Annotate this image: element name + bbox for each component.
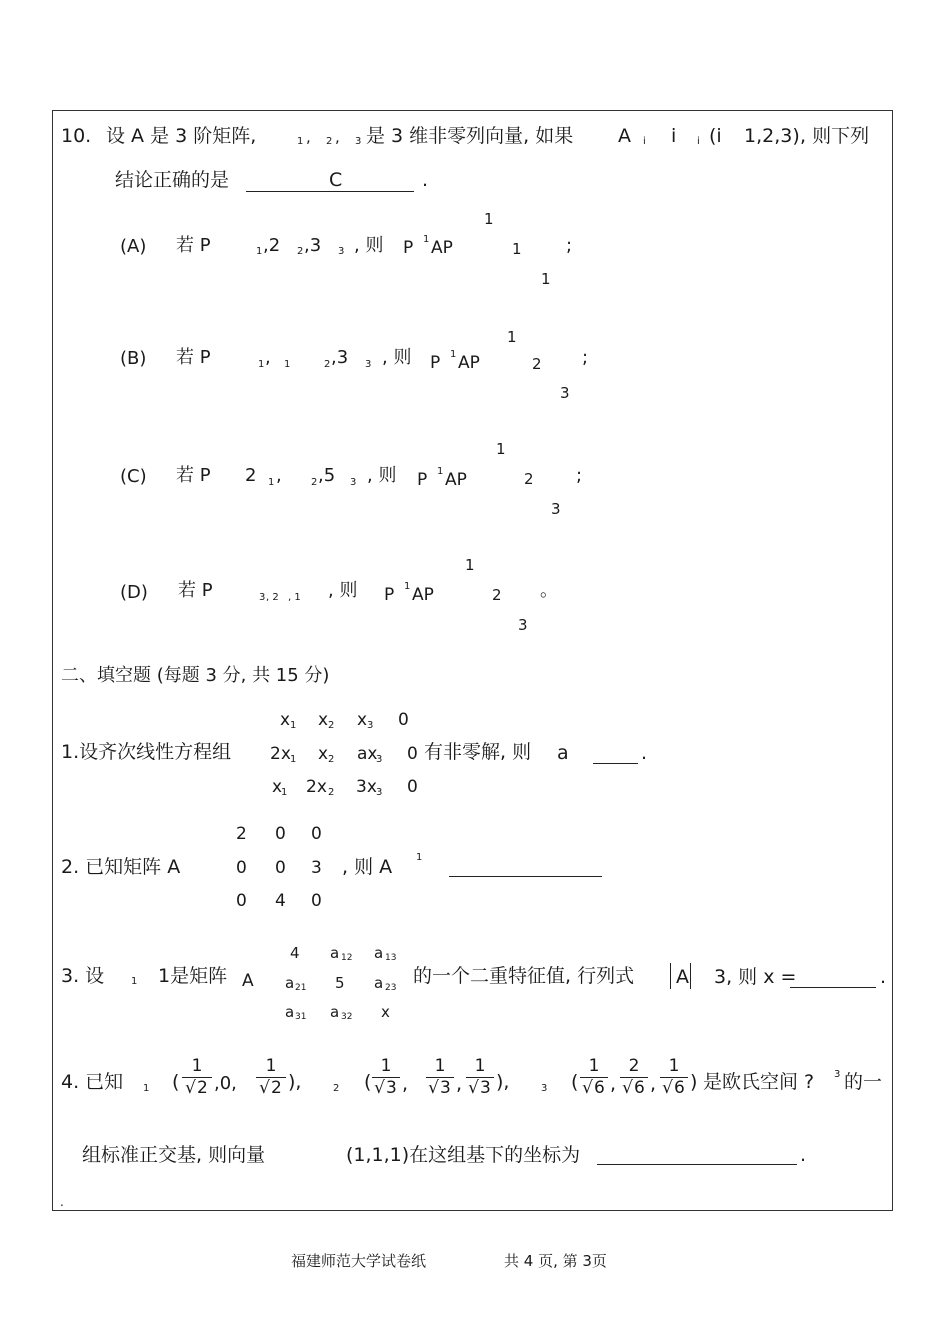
f2-tail: , 则 A	[342, 856, 393, 878]
q10-answer: C	[329, 169, 343, 191]
det-bar-left	[670, 963, 671, 989]
option-b-if: 若 P	[176, 347, 211, 368]
option-b-label: (B)	[120, 348, 147, 369]
f4-alpha1-sub: 1	[143, 1083, 150, 1094]
option-a-end: ;	[566, 235, 573, 256]
option-d-if: 若 P	[178, 580, 213, 601]
q10-answer-blank	[246, 191, 414, 192]
option-a-p1: 1	[256, 246, 263, 257]
f3-m31-sub: 31	[295, 1012, 307, 1022]
f4-paren-1: (	[172, 1071, 180, 1093]
option-a-p2: ,2	[263, 235, 281, 256]
f4-paren-2: (	[364, 1071, 372, 1093]
eq3-x-sub: 1	[281, 787, 288, 798]
option-b-p4: 2	[324, 359, 331, 370]
q10-alpha2-sub: 2	[326, 136, 333, 147]
f3-lead: 3. 设	[61, 965, 105, 987]
f3-detA: A	[676, 966, 689, 988]
eq3-rhs: 0	[407, 777, 418, 797]
f2-m21: 0	[236, 858, 247, 878]
f3-m32: a	[330, 1003, 340, 1021]
f2-m22: 0	[275, 858, 286, 878]
option-d-AP: AP	[412, 585, 434, 605]
f3-m21-sub: 21	[295, 983, 307, 993]
f2-m31: 0	[236, 891, 247, 911]
option-c-p6: 3	[350, 477, 357, 488]
f3-m22: 5	[335, 974, 345, 992]
det-bar-right	[690, 963, 691, 989]
q10-number: 10.	[61, 125, 92, 147]
eq2-rhs: 0	[407, 744, 418, 764]
option-c-P: P	[417, 470, 428, 490]
f2-m12: 0	[275, 824, 286, 844]
f4-lead: 4. 已知	[61, 1071, 124, 1093]
option-d-P: P	[384, 585, 395, 605]
q10-alpha1-sub: 1	[297, 136, 304, 147]
f3-A: A	[242, 971, 254, 991]
eq1-x-sub: 1	[290, 720, 297, 731]
f3-end: .	[880, 966, 887, 988]
option-a-P: P	[403, 238, 414, 258]
f3-m32-sub: 32	[341, 1012, 353, 1022]
f3-m12: a	[330, 944, 340, 962]
option-c-AP: AP	[445, 470, 467, 490]
f3-m23: a	[374, 974, 384, 992]
f3-m12-sub: 12	[341, 953, 353, 963]
q10-cond-paren: (i	[709, 125, 722, 147]
f3-m11: 4	[290, 944, 300, 962]
option-c-p5: ,5	[318, 465, 336, 486]
stray-dot: .	[60, 1195, 64, 1209]
option-c-inv: 1	[437, 466, 444, 477]
f2-m32: 4	[275, 891, 286, 911]
f3-m21: a	[285, 974, 295, 992]
f4-cube: 3	[834, 1069, 841, 1080]
eq3-x3: 3x	[356, 777, 377, 797]
f3-mid: 的一个二重特征值, 行列式	[413, 965, 635, 987]
option-b-diag-2: 2	[532, 355, 542, 373]
eq1-rhs: 0	[398, 710, 409, 730]
f4-alpha3-sub: 3	[541, 1083, 548, 1094]
option-c-diag-1: 1	[496, 440, 506, 458]
option-c-p3: ,	[276, 465, 282, 486]
option-c-label: (C)	[120, 466, 147, 487]
eq1-x2: x	[318, 710, 329, 730]
f2-m33: 0	[311, 891, 322, 911]
f4-alpha2-sub: 2	[333, 1083, 340, 1094]
option-b-P: P	[430, 353, 441, 373]
option-d-p3: , 1	[288, 592, 301, 603]
eq2-x2-sub: 2	[328, 754, 335, 765]
f2-answer-blank[interactable]	[449, 876, 602, 877]
frac-1-over-sqrt3-c: $\frac{1}{√3}$	[466, 1058, 494, 1097]
eq1-x3: x	[357, 710, 368, 730]
option-a-diag-1: 1	[484, 210, 494, 228]
f3-lam-val: 1是矩阵	[158, 965, 228, 987]
q10-cond-range: 1,2,3)	[744, 125, 800, 147]
option-b-AP: AP	[458, 353, 480, 373]
eq2-x-sub: 1	[290, 754, 297, 765]
f3-m31: a	[285, 1003, 295, 1021]
eq3-x: x	[272, 777, 283, 797]
f4-tail2: 的一	[844, 1071, 883, 1093]
f1-lead: 1.设齐次线性方程组	[61, 741, 232, 763]
f2-lead: 2. 已知矩阵 A	[61, 856, 181, 878]
f3-m23-sub: 23	[385, 983, 397, 993]
f4-close-1: ),	[288, 1071, 302, 1093]
eq3-x2-sub: 2	[328, 787, 335, 798]
f1-tail: 有非零解, 则	[424, 741, 532, 763]
f1-var: a	[557, 742, 569, 764]
option-b-p2: ,	[265, 347, 271, 368]
eq3-x3-sub: 3	[376, 787, 383, 798]
option-b-end: ;	[582, 347, 589, 368]
f2-m13: 0	[311, 824, 322, 844]
option-b-p6: 3	[365, 359, 372, 370]
exam-frame	[52, 110, 893, 1211]
f4-answer-blank[interactable]	[597, 1164, 797, 1165]
f3-m13: a	[374, 944, 384, 962]
eq2-x3-sub: 3	[376, 754, 383, 765]
frac-1-over-sqrt3-b: $\frac{1}{√3}$	[426, 1058, 454, 1097]
option-b-p1: 1	[258, 359, 265, 370]
q10-cond-i1: i	[643, 136, 646, 147]
option-d-then: , 则	[328, 580, 358, 601]
f3-m13-sub: 13	[385, 953, 397, 963]
option-d-p1: 3	[259, 592, 266, 603]
option-c-diag-3: 3	[551, 500, 561, 518]
f1-end: .	[641, 742, 648, 764]
f3-answer-blank[interactable]	[790, 987, 876, 988]
f1-answer-blank[interactable]	[593, 763, 638, 764]
option-c-then: , 则	[367, 465, 397, 486]
f2-sup: 1	[416, 852, 423, 863]
footer-pages: 共 4 页, 第 3页	[504, 1252, 607, 1270]
eq1-x2-sub: 2	[328, 720, 335, 731]
option-b-p3: 1	[284, 359, 291, 370]
option-c-p1: 2	[245, 465, 257, 486]
option-a-AP: AP	[431, 238, 453, 258]
option-c-end: ;	[576, 465, 583, 486]
f4-end: .	[800, 1144, 807, 1166]
q10-stem-b: 是 3 维非零列向量, 如果	[366, 125, 574, 147]
eq2-x: 2x	[270, 744, 291, 764]
footer-school: 福建师范大学试卷纸	[291, 1252, 427, 1270]
q10-cond-i3: i	[697, 136, 700, 147]
option-d-p2: , 2	[266, 592, 279, 603]
option-a-p4: ,3	[304, 235, 322, 256]
option-d-end: 。	[540, 580, 558, 601]
option-c-if: 若 P	[176, 465, 211, 486]
option-a-label: (A)	[120, 236, 147, 257]
option-d-diag-2: 2	[492, 586, 502, 604]
option-d-inv: 1	[404, 581, 411, 592]
eq1-x3-sub: 3	[367, 720, 374, 731]
f4-tail: 是欧氏空间 ?	[703, 1071, 815, 1093]
f3-lam-sub: 1	[131, 976, 138, 987]
option-d-diag-3: 3	[518, 616, 528, 634]
option-d-diag-1: 1	[465, 556, 475, 574]
option-a-then: , 则	[354, 235, 384, 256]
frac-1-over-sqrt3-a: $\frac{1}{√3}$	[372, 1058, 400, 1097]
frac-1-over-sqrt2-a: $\frac{1}{√2}$	[182, 1058, 212, 1097]
option-d-label: (D)	[120, 582, 148, 603]
f3-m33: x	[381, 1003, 390, 1021]
option-a-if: 若 P	[176, 235, 211, 256]
f2-m23: 3	[311, 858, 322, 878]
option-a-p3: 2	[297, 246, 304, 257]
q10-stem-c: , 则下列	[800, 125, 870, 147]
option-b-inv: 1	[450, 349, 457, 360]
q10-alpha3-sub: 3	[355, 136, 362, 147]
eq3-x2: 2x	[306, 777, 327, 797]
eq1-x: x	[280, 710, 291, 730]
eq2-x2: x	[318, 744, 329, 764]
option-a-p6: 3	[338, 246, 345, 257]
option-a-inv: 1	[423, 234, 430, 245]
frac-1-over-sqrt6: $\frac{1}{√6}$	[580, 1058, 608, 1097]
frac-1-over-sqrt2-b: $\frac{1}{√2}$	[256, 1058, 286, 1097]
option-b-p5: ,3	[331, 347, 349, 368]
q10-cond-A: A	[618, 125, 631, 147]
q10-line2: 结论正确的是	[115, 169, 230, 191]
option-b-then: , 则	[382, 347, 412, 368]
q10-comma2: ,	[335, 128, 340, 146]
frac-1-over-sqrt6-b: $\frac{1}{√6}$	[660, 1058, 688, 1097]
q10-comma: ,	[306, 128, 311, 146]
f4-zero: ,0,	[214, 1073, 237, 1094]
f2-m11: 2	[236, 824, 247, 844]
option-c-p2: 1	[268, 477, 275, 488]
q10-stem-a: 设 A 是 3 阶矩阵,	[106, 125, 257, 147]
section-2-heading: 二、填空题 (每题 3 分, 共 15 分)	[61, 665, 330, 686]
frac-2-over-sqrt6: $\frac{2}{√6}$	[620, 1058, 648, 1097]
f4-line2a: 组标准正交基, 则向量	[82, 1144, 266, 1166]
q10-period: .	[422, 169, 429, 191]
f4-vector: (1,1,1)在这组基下的坐标为	[346, 1144, 581, 1166]
option-b-diag-1: 1	[507, 328, 517, 346]
option-b-diag-3: 3	[560, 384, 570, 402]
option-a-diag-2: 1	[512, 240, 522, 258]
option-a-diag-3: 1	[541, 270, 551, 288]
option-c-p4: 2	[311, 477, 318, 488]
option-c-diag-2: 2	[524, 470, 534, 488]
eq2-x3: ax	[357, 744, 378, 764]
f3-det-val: 3, 则 x =	[714, 966, 797, 988]
q10-cond-i2: i	[671, 125, 677, 147]
